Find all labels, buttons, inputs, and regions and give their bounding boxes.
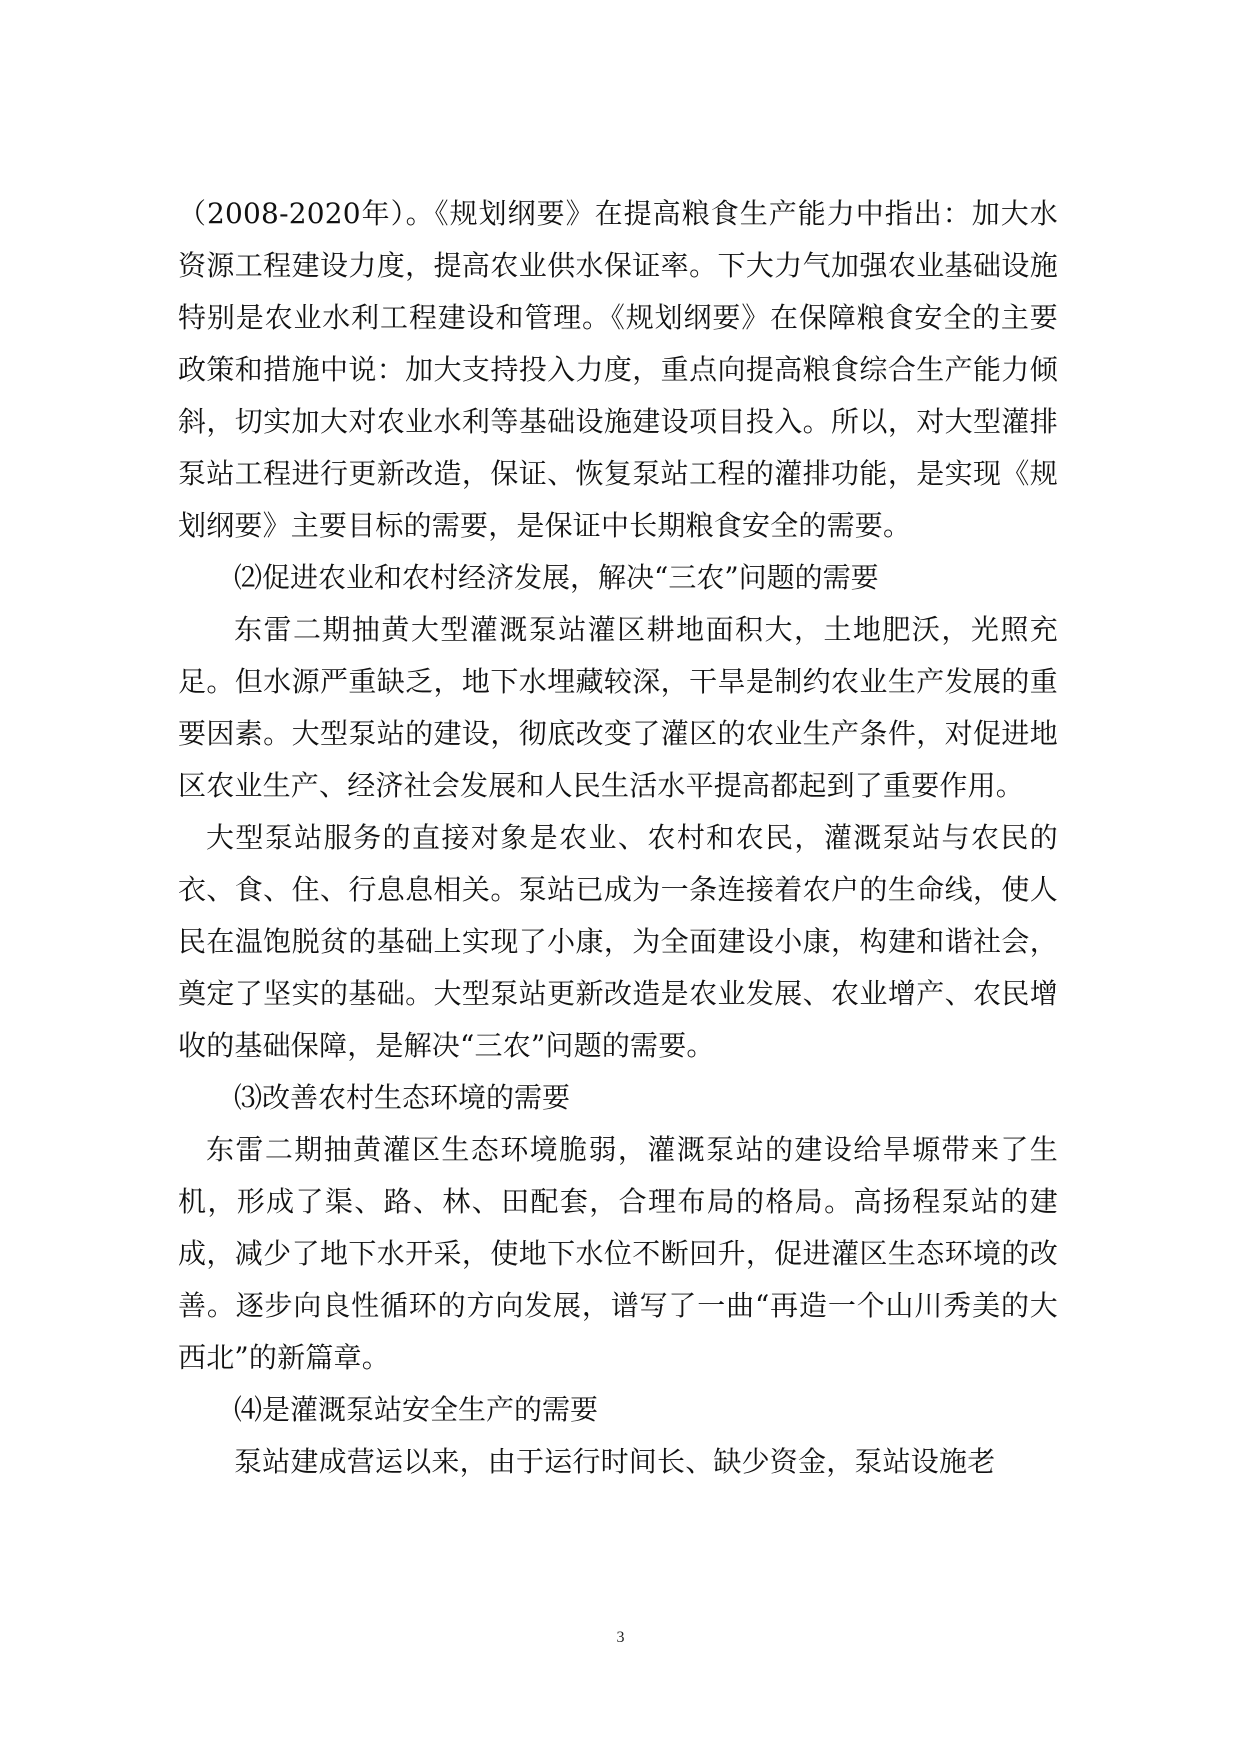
paragraph-irrigation-area: 东雷二期抽黄大型灌溉泵站灌区耕地面积大，土地肥沃，光照充足。但水源严重缺乏，地下水埋藏较深，干旱是制约农业生产发展的重要因素。大型泵站的建设，彻底改变了灌区的农业生产条件，对促进地区农业生产、经济社会发展和人民生活水平提高都起到了重要作用。 xyxy=(178,613,1058,802)
paragraph-pump-station-service: 大型泵站服务的直接对象是农业、农村和农民，灌溉泵站与农民的衣、食、住、行息息相关。泵站已成为一条连接着农户的生命线，使人民在温饱脱贫的基础上实现了小康，为全面建设小康，构建和谐社会，奠定了坚实的基础。大型泵站更新改造是农业发展、农业增产、农民增收的基础保障，是解决“三农”问题的需要。 xyxy=(178,821,1058,1062)
paragraph-ecology: 东雷二期抽黄灌区生态环境脆弱，灌溉泵站的建设给旱塬带来了生机，形成了渠、路、林、田配套，合理布局的格局。高扬程泵站的建成，减少了地下水开采，使地下水位不断回升，促进灌区生态环境的改善。逐步向良性循环的方向发展，谱写了一曲“再造一个山川秀美的大西北”的新篇章。 xyxy=(178,1133,1058,1374)
heading-ecological-environment: ⑶改善农村生态环境的需要 xyxy=(234,1081,571,1114)
paragraph-safe-production: 泵站建成营运以来，由于运行时间长、缺少资金，泵站设施老 xyxy=(234,1445,996,1478)
document-body xyxy=(178,188,1058,1488)
page-number: 3 xyxy=(616,1629,625,1646)
paragraph-plan-outline: （2008-2020年）。《规划纲要》在提高粮食生产能力中指出：加大水资源工程建设力度，提高农业供水保证率。下大力气加强农业基础设施特别是农业水利工程建设和管理。《规划纲要》在保障粮食安全的主要政策和措施中说：加大支持投入力度，重点向提高粮食综合生产能力倾斜，切实加大对农业水利等基础设施建设项目投入。所以，对大型灌排泵站工程进行更新改造，保证、恢复泵站工程的灌排功能，是实现《规划纲要》主要目标的需要，是保证中长期粮食安全的需要。 xyxy=(178,197,1058,542)
heading-safe-production: ⑷是灌溉泵站安全生产的需要 xyxy=(234,1393,599,1426)
heading-rural-economy: ⑵促进农业和农村经济发展，解决“三农”问题的需要 xyxy=(234,561,879,594)
